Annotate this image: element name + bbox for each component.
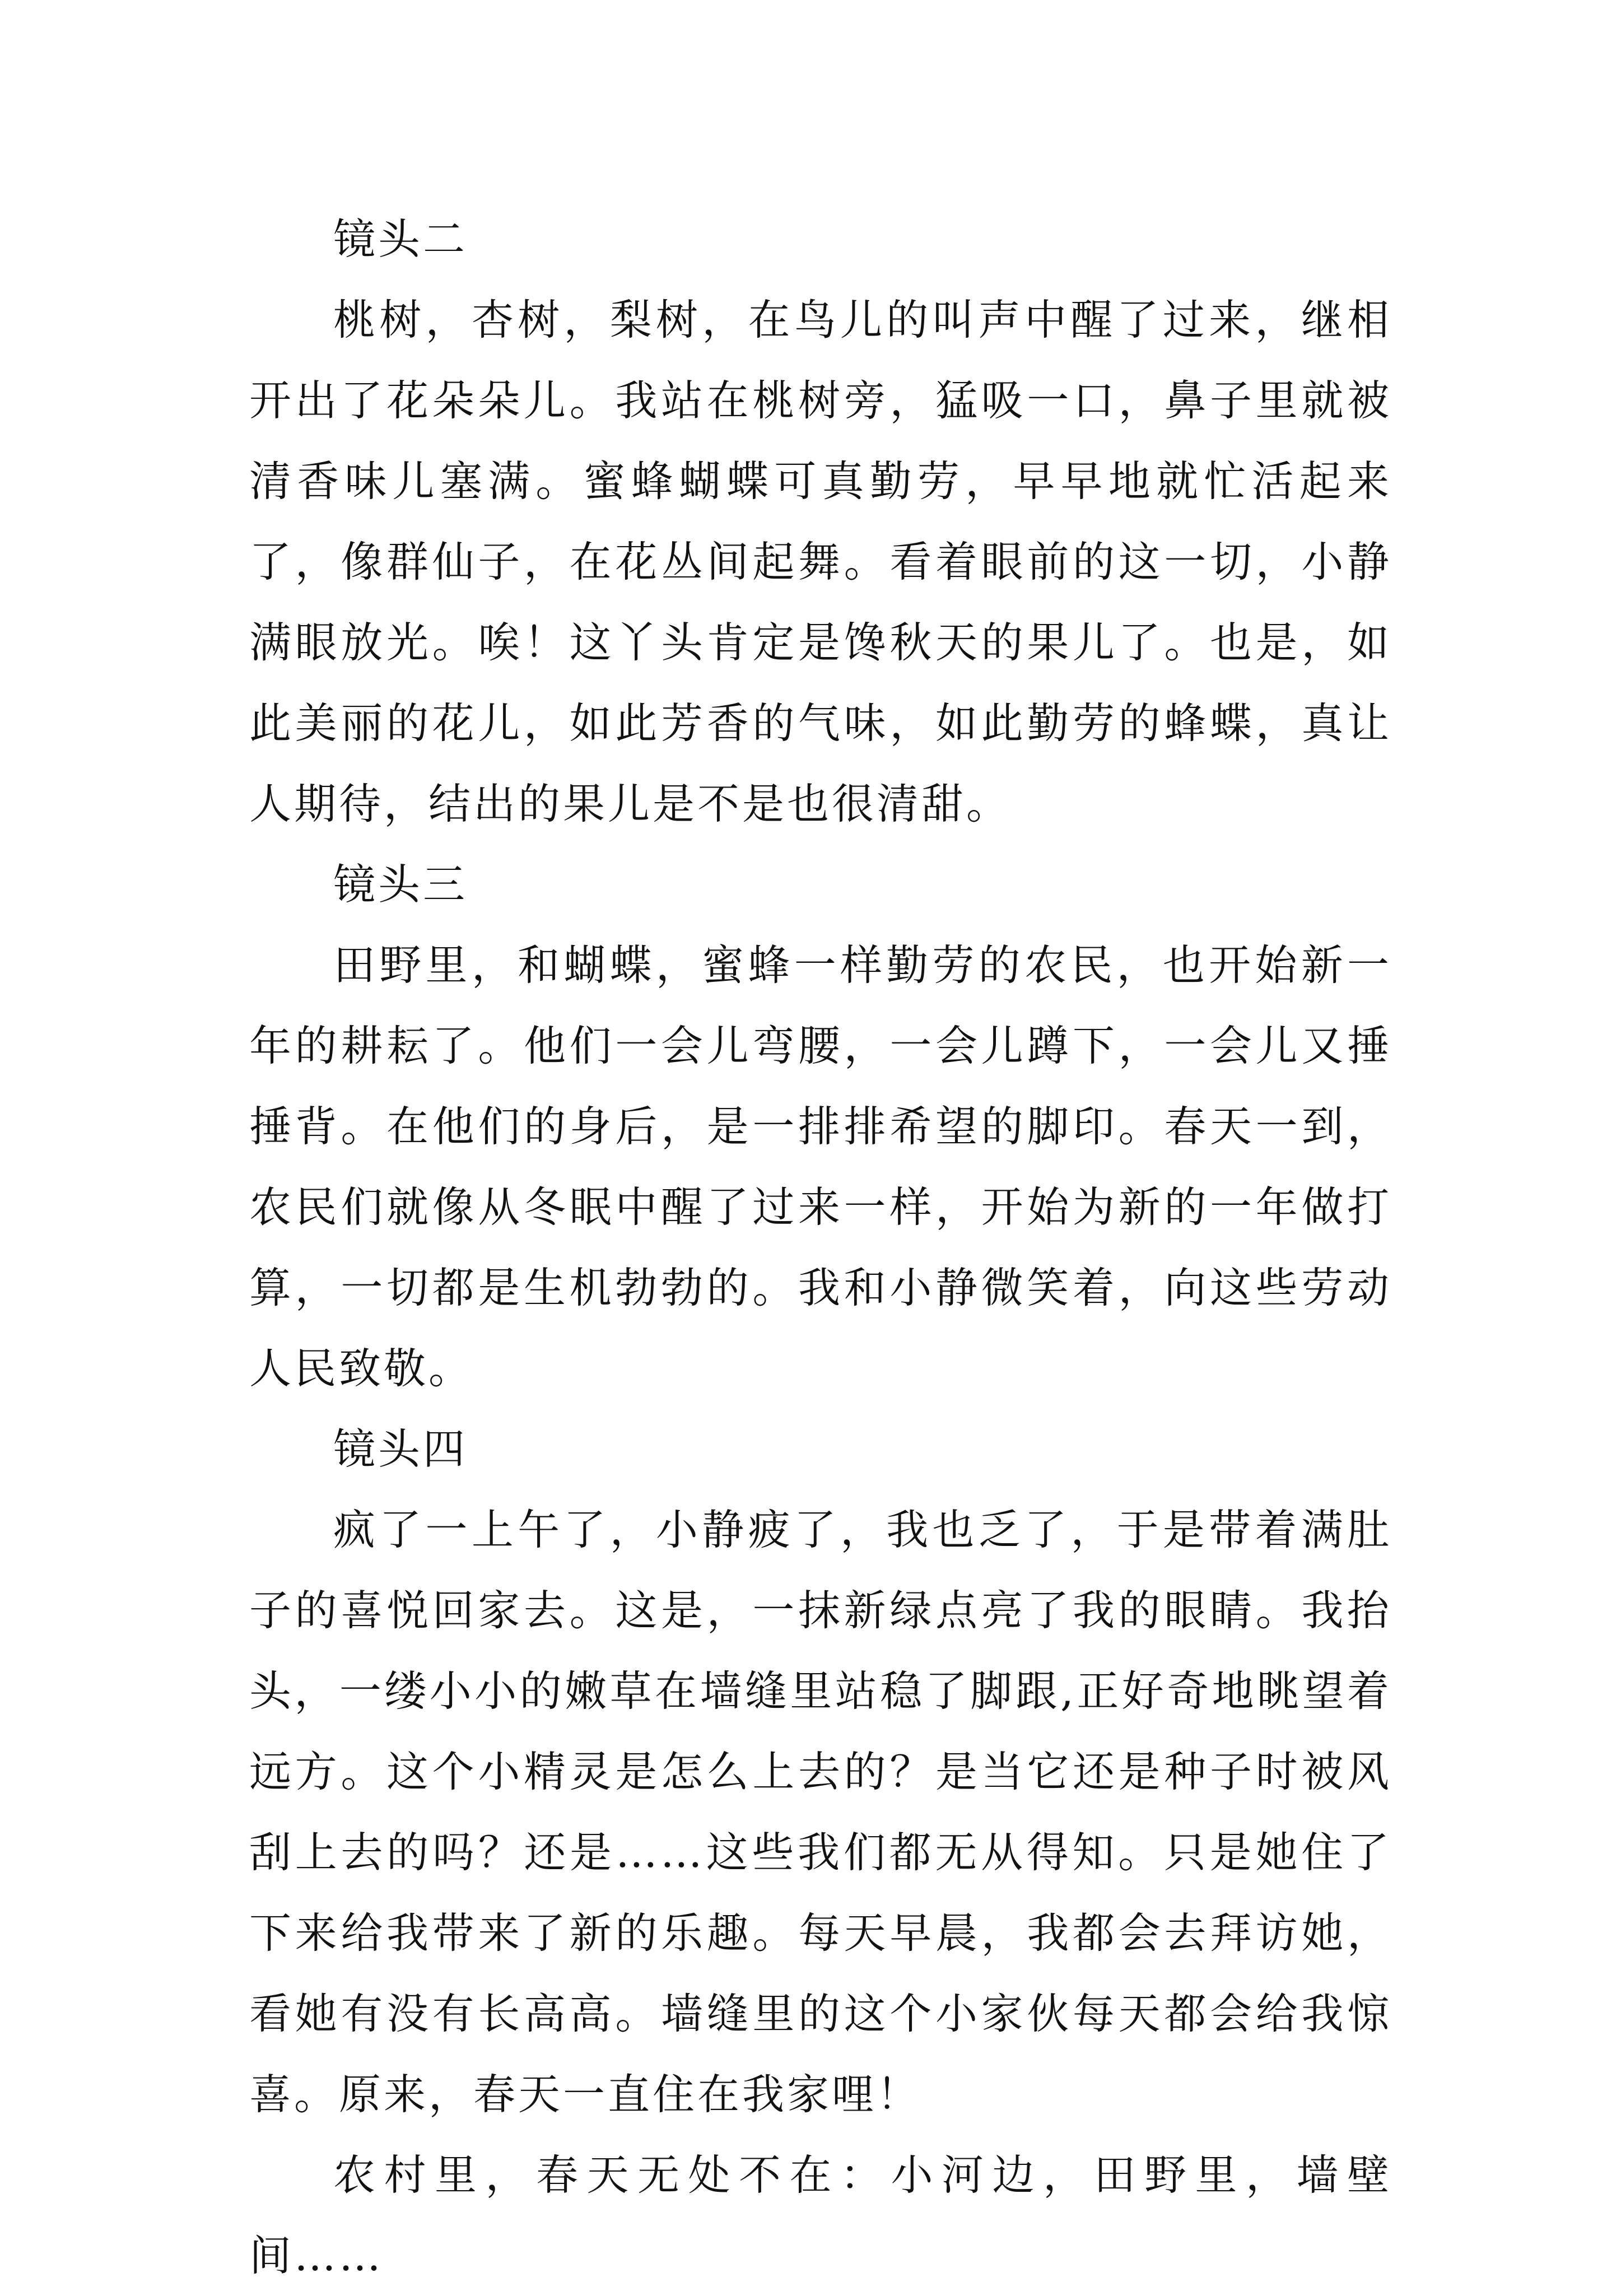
- section-heading-shot-three: 镜头三: [333, 860, 468, 909]
- paragraph-farmers: 田野里，和蝴蝶，蜜蜂一样勤劳的农民，也开始新一年的耕耘了。他们一会儿弯腰，一会儿蹲下，一会儿又捶捶背。在他们的身后，是一排排希望的脚印。春天一到，农民们就像从冬眠中醒了过来一样，开始为新的一年做打算，一切都是生机勃勃的。我和小静微笑着，向这些劳动人民致敬。: [249, 940, 1392, 1393]
- paragraph-closing: 农村里，春天无处不在：小河边，田野里，墙壁间……: [249, 2150, 1392, 2280]
- document-body: [249, 199, 1392, 2296]
- section-heading-shot-four: 镜头四: [333, 1424, 468, 1474]
- paragraph-grass-in-wall: 疯了一上午了，小静疲了，我也乏了，于是带着满肚子的喜悦回家去。这是，一抹新绿点亮了我的眼睛。我抬头，一缕小小的嫩草在墙缝里站稳了脚跟,正好奇地眺望着远方。这个小精灵是怎么上去的？是当它还是种子时被风刮上去的吗？还是……这些我们都无从得知。只是她住了下来给我带来了新的乐趣。每天早晨，我都会去拜访她，看她有没有长高高。墙缝里的这个小家伙每天都会给我惊喜。原来，春天一直住在我家哩！: [249, 1505, 1392, 2119]
- section-heading-shot-two: 镜头二: [333, 215, 468, 264]
- paragraph-blossoms: 桃树，杏树，梨树，在鸟儿的叫声中醒了过来，继相开出了花朵朵儿。我站在桃树旁，猛吸一口，鼻子里就被清香味儿塞满。蜜蜂蝴蝶可真勤劳，早早地就忙活起来了，像群仙子，在花丛间起舞。看着眼前的这一切，小静满眼放光。唉！这丫头肯定是馋秋天的果儿了。也是，如此美丽的花儿，如此芳香的气味，如此勤劳的蜂蝶，真让人期待，结出的果儿是不是也很清甜。: [249, 295, 1392, 828]
